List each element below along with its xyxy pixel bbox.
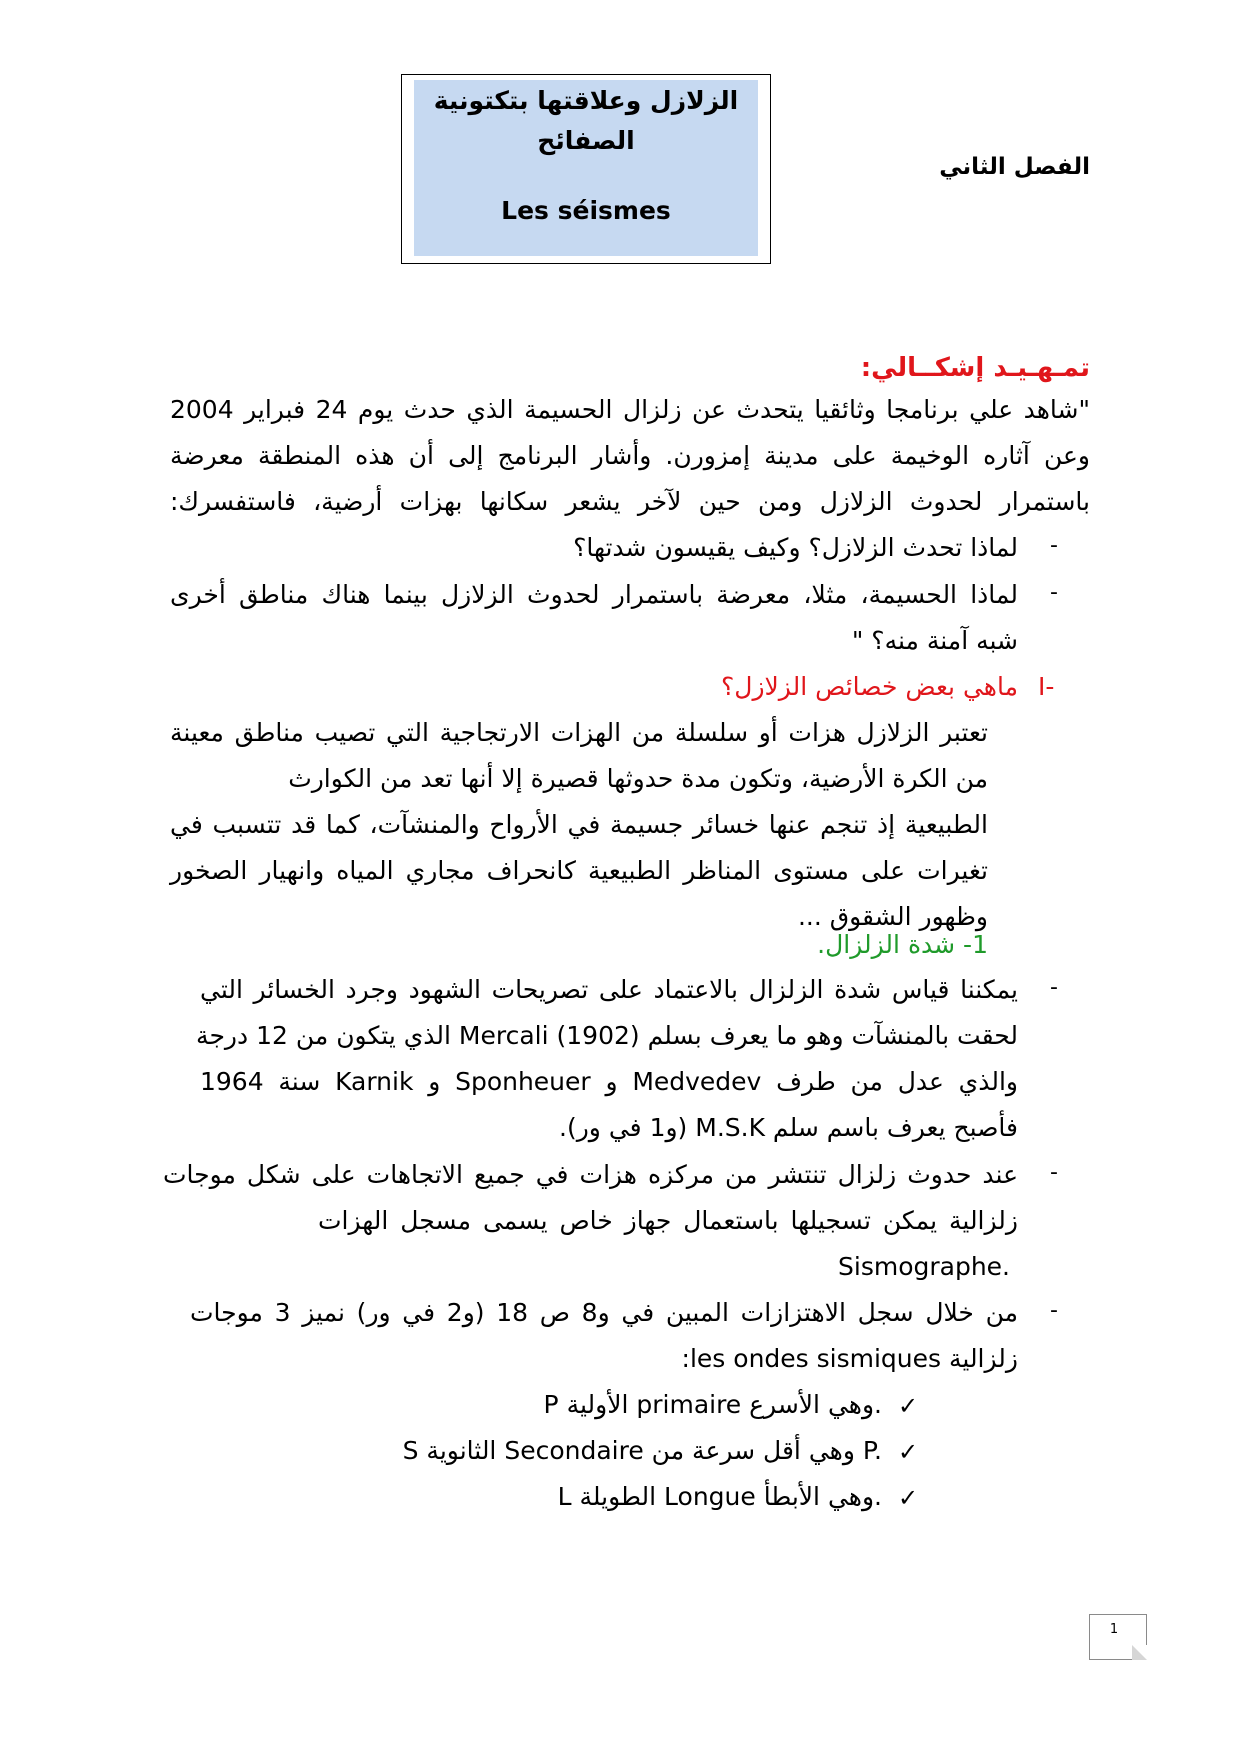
section-paragraph-line5: وظهور الشقوق ... [797, 902, 988, 931]
bullet-dash: - [1050, 1160, 1058, 1185]
section-paragraph-line2: من الكرة الأرضية، وتكون مدة حدوثها قصيرة إلا أنها تعد من الكوارث [288, 764, 988, 793]
question-2-line2: شبه آمنة منه؟ " [851, 626, 1018, 655]
title-arabic-line2: الصفائح [537, 126, 635, 155]
section-paragraph-line4: تغيرات على مستوى المناظر الطبيعية كانحراف مجاري المياه وانهيار الصخور [170, 856, 988, 885]
bullet-dash: - [1050, 580, 1058, 605]
page-number: 1 [1109, 1622, 1119, 1637]
bullet1-line1: يمكننا قياس شدة الزلزال بالاعتماد على تصريحات الشهود وجرد الخسائر التي [200, 975, 1018, 1004]
bullet-dash: - [1050, 1298, 1058, 1323]
question-2-line1: لماذا الحسيمة، مثلا، معرضة باستمرار لحدوث الزلازل بينما هناك مناطق أخرى [170, 580, 1018, 609]
question-1: لماذا تحدث الزلازل؟ وكيف يقيسون شدتها؟ [573, 533, 1018, 562]
intro-paragraph-line3: باستمرار لحدوث الزلازل ومن حين لآخر يشعر سكانها بهزات أرضية، فاستفسرك: [170, 487, 1090, 516]
bullet3-line1: من خلال سجل الاهتزازات المبين في و8 ص 18 (و2 في ور) نميز 3 موجات [190, 1298, 1018, 1327]
wave-s: S الثانوية Secondaire وهي أقل سرعة من P. [402, 1436, 882, 1465]
checkmark-icon: ✓ [898, 1484, 919, 1512]
section-paragraph-line1: تعتبر الزلازل هزات أو سلسلة من الهزات الارتجاجية التي تصيب مناطق معينة [170, 718, 988, 747]
page-curl-icon [1132, 1645, 1147, 1660]
wave-l: L الطويلة Longue وهي الأبطأ. [557, 1482, 882, 1511]
bullet-dash: - [1050, 533, 1058, 558]
section-number: I- [1038, 672, 1055, 701]
bullet-dash: - [1050, 975, 1058, 1000]
subsection-heading: 1- شدة الزلزال. [817, 930, 988, 959]
title-french: Les séismes [501, 196, 671, 225]
title-arabic-line1: الزلازل وعلاقتها بتكتونية [433, 86, 739, 115]
wave-p: P الأولية primaire وهي الأسرع. [543, 1390, 882, 1419]
bullet1-line3: والذي عدل من طرف Medvedev و Sponheuer و Karnik سنة 1964 [200, 1067, 1018, 1096]
intro-paragraph-line2: وعن آثاره الوخيمة على مدينة إمزورن. وأشار البرنامج إلى أن هذه المنطقة معرضة [170, 441, 1090, 470]
bullet1-line2: لحقت بالمنشآت وهو ما يعرف بسلم Mercali (1902) الذي يتكون من 12 درجة [196, 1021, 1018, 1050]
chapter-label: الفصل الثاني [939, 154, 1090, 180]
bullet2-line1: عند حدوث زلزال تنتشر من مركزه هزات في جميع الاتجاهات على شكل موجات [163, 1160, 1018, 1189]
intro-heading: تمـهـيـد إشكــالي: [860, 353, 1090, 383]
intro-paragraph-line1: "شاهد علي برنامجا وثائقيا يتحدث عن زلزال الحسيمة الذي حدث يوم 24 فبراير 2004 [170, 395, 1090, 424]
bullet3-line2: زلزالية les ondes sismiques: [681, 1344, 1018, 1373]
bullet1-line4: فأصبح يعرف باسم سلم M.S.K (و1 في ور). [559, 1113, 1018, 1142]
checkmark-icon: ✓ [898, 1438, 919, 1466]
checkmark-icon: ✓ [898, 1392, 919, 1420]
bullet2-line3: Sismographe. [838, 1252, 1010, 1281]
bullet2-line2: زلزالية يمكن تسجيلها باستعمال جهاز خاص يسمى مسجل الهزات [318, 1206, 1018, 1235]
section-heading: ماهي بعض خصائص الزلازل؟ [721, 672, 1018, 701]
section-paragraph-line3: الطبيعية إذ تنجم عنها خسائر جسيمة في الأرواح والمنشآت، كما قد تتسبب في [170, 810, 988, 839]
